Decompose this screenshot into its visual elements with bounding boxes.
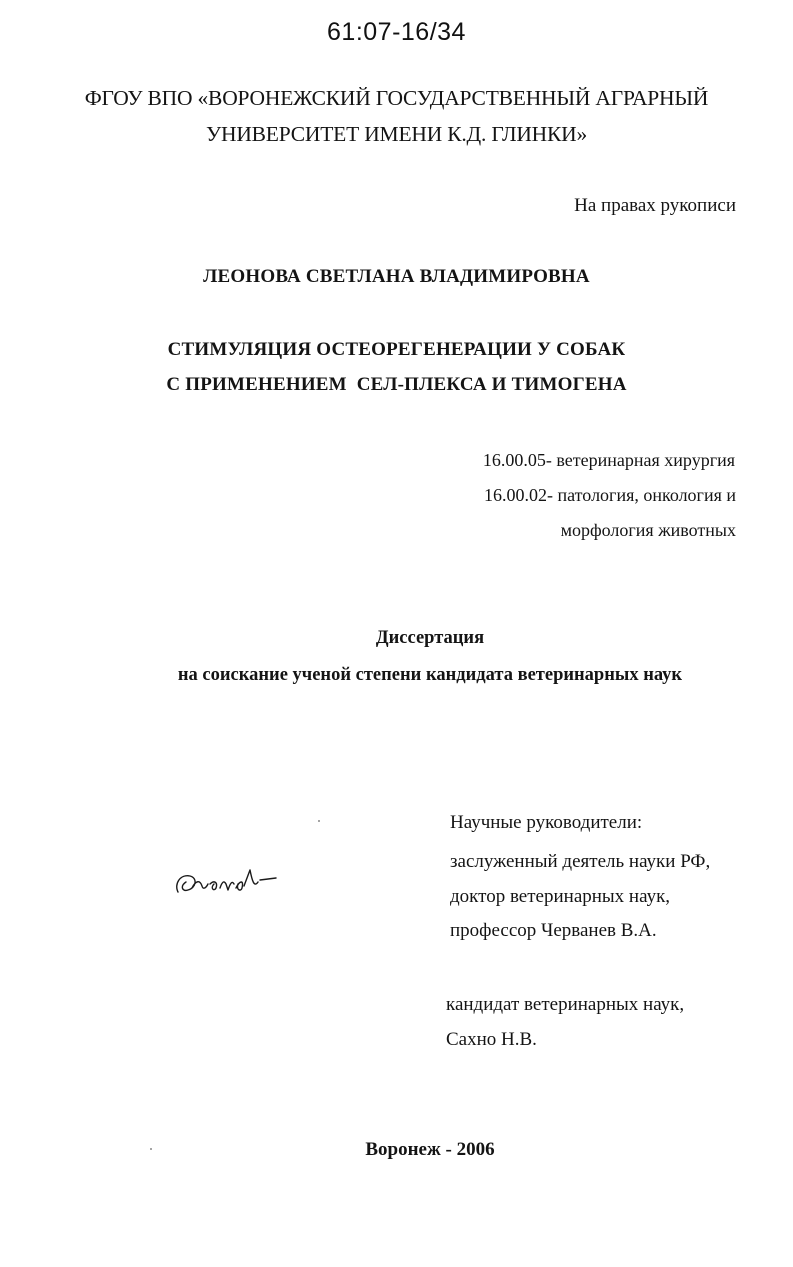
supervisor-1-title: заслуженный деятель науки РФ, <box>450 851 711 872</box>
city-year: Воронеж - 2006 <box>365 1139 495 1160</box>
institution-line-2: УНИВЕРСИТЕТ ИМЕНИ К.Д. ГЛИНКИ» <box>205 122 587 146</box>
specialty-line-2: 16.00.02- патология, онкология и <box>484 485 736 505</box>
degree-description: на соискание ученой степени кандидата ветеринарных наук <box>177 665 683 685</box>
supervisor-1-name: профессор Черванев В.А. <box>450 920 657 941</box>
dissertation-title-line-1: СТИМУЛЯЦИЯ ОСТЕОРЕГЕНЕРАЦИИ У СОБАК <box>167 339 626 360</box>
author-name: ЛЕОНОВА СВЕТЛАНА ВЛАДИМИРОВНА <box>203 266 590 287</box>
supervisor-1-degree: доктор ветеринарных наук, <box>450 886 671 907</box>
specialty-line-3: морфология животных <box>560 520 736 540</box>
scan-speck <box>150 1148 152 1150</box>
supervisors-heading: Научные руководители: <box>450 812 643 833</box>
supervisor-2-degree: кандидат ветеринарных наук, <box>446 994 685 1015</box>
rights-note: На правах рукописи <box>574 195 736 216</box>
dissertation-title-line-2: С ПРИМЕНЕНИЕМ СЕЛ-ПЛЕКСА И ТИМОГЕНА <box>166 374 627 395</box>
degree-heading: Диссертация <box>375 628 485 648</box>
institution-line-1: ФГОУ ВПО «ВОРОНЕЖСКИЙ ГОСУДАРСТВЕННЫЙ АГРАРНЫЙ <box>84 86 709 110</box>
archive-code: 61:07-16/34 <box>327 18 466 46</box>
supervisor-2-name: Сахно Н.В. <box>446 1029 537 1050</box>
specialty-line-1: 16.00.05- ветеринарная хирургия <box>482 450 735 470</box>
scan-speck <box>318 820 320 822</box>
handwritten-signature <box>170 858 290 906</box>
